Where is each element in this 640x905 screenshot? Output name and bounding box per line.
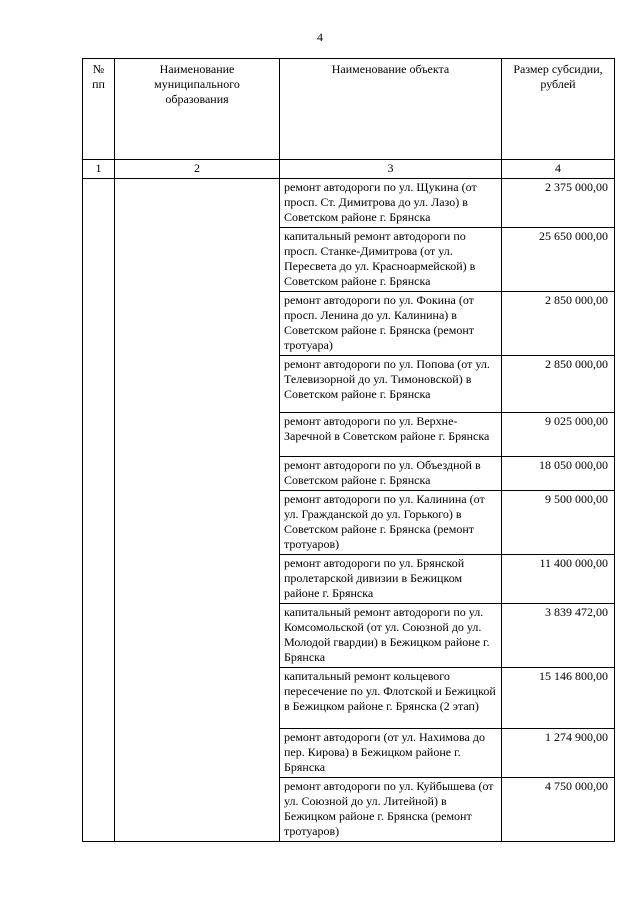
column-number: 1 (83, 160, 115, 179)
table-row (83, 179, 615, 228)
object-cell: капитальный ремонт кольцевого пересечение по ул. Флотской и Бежицкой в Бежицком районе г. Брянска (2 этап) (280, 668, 502, 729)
column-header-number: № пп (83, 59, 115, 160)
column-number: 2 (115, 160, 280, 179)
object-cell: капитальный ремонт автодороги по ул. Комсомольской (от ул. Союзной до ул. Молодой гвардии) в Бежицком районе г. Брянска (280, 604, 502, 668)
column-number: 3 (280, 160, 502, 179)
page-number: 4 (317, 30, 323, 44)
subsidy-amount-cell: 11 400 000,00 (502, 555, 615, 604)
object-cell: ремонт автодороги по ул. Объездной в Советском районе г. Брянска (280, 457, 502, 491)
object-cell: ремонт автодороги по ул. Фокина (от просп. Ленина до ул. Калинина) в Советском районе г. Брянска (ремонт тротуара) (280, 292, 502, 356)
object-cell: капитальный ремонт автодороги по просп. Станке-Димитрова (от ул. Пересвета до ул. Красноармейской) в Советском районе г. Брянска (280, 228, 502, 292)
object-cell: ремонт автодороги по ул. Щукина (от просп. Ст. Димитрова до ул. Лазо) в Советском районе г. Брянска (280, 179, 502, 228)
municipality-cell (115, 179, 280, 842)
subsidy-amount-cell: 15 146 800,00 (502, 668, 615, 729)
column-number: 4 (502, 160, 615, 179)
subsidy-table (82, 58, 615, 842)
subsidy-amount-cell: 25 650 000,00 (502, 228, 615, 292)
number-cell (83, 179, 115, 842)
subsidy-amount-cell: 9 500 000,00 (502, 491, 615, 555)
column-number-row (83, 160, 615, 179)
column-header-municipality: Наименование муниципального образования (115, 59, 280, 160)
object-cell: ремонт автодороги по ул. Попова (от ул. Телевизорной до ул. Тимоновской) в Советском районе г. Брянска (280, 356, 502, 413)
subsidy-amount-cell: 9 025 000,00 (502, 413, 615, 457)
table-header-row (83, 59, 615, 160)
subsidy-amount-cell: 18 050 000,00 (502, 457, 615, 491)
subsidy-amount-cell: 4 750 000,00 (502, 778, 615, 842)
object-cell: ремонт автодороги по ул. Калинина (от ул. Гражданской до ул. Горького) в Советском районе г. Брянска (ремонт тротуаров) (280, 491, 502, 555)
subsidy-amount-cell: 2 850 000,00 (502, 356, 615, 413)
subsidy-amount-cell: 3 839 472,00 (502, 604, 615, 668)
object-cell: ремонт автодороги (от ул. Нахимова до пер. Кирова) в Бежицком районе г. Брянска (280, 729, 502, 778)
object-cell: ремонт автодороги по ул. Куйбышева (от ул. Союзной до ул. Литейной) в Бежицком районе г. Брянска (ремонт тротуаров) (280, 778, 502, 842)
object-cell: ремонт автодороги по ул. Брянской пролетарской дивизии в Бежицком районе г. Брянска (280, 555, 502, 604)
object-cell: ремонт автодороги по ул. Верхне-Заречной в Советском районе г. Брянска (280, 413, 502, 457)
subsidy-amount-cell: 2 375 000,00 (502, 179, 615, 228)
subsidy-amount-cell: 1 274 900,00 (502, 729, 615, 778)
column-header-subsidy: Размер субсидии, рублей (502, 59, 615, 160)
column-header-object: Наименование объекта (280, 59, 502, 160)
subsidy-amount-cell: 2 850 000,00 (502, 292, 615, 356)
